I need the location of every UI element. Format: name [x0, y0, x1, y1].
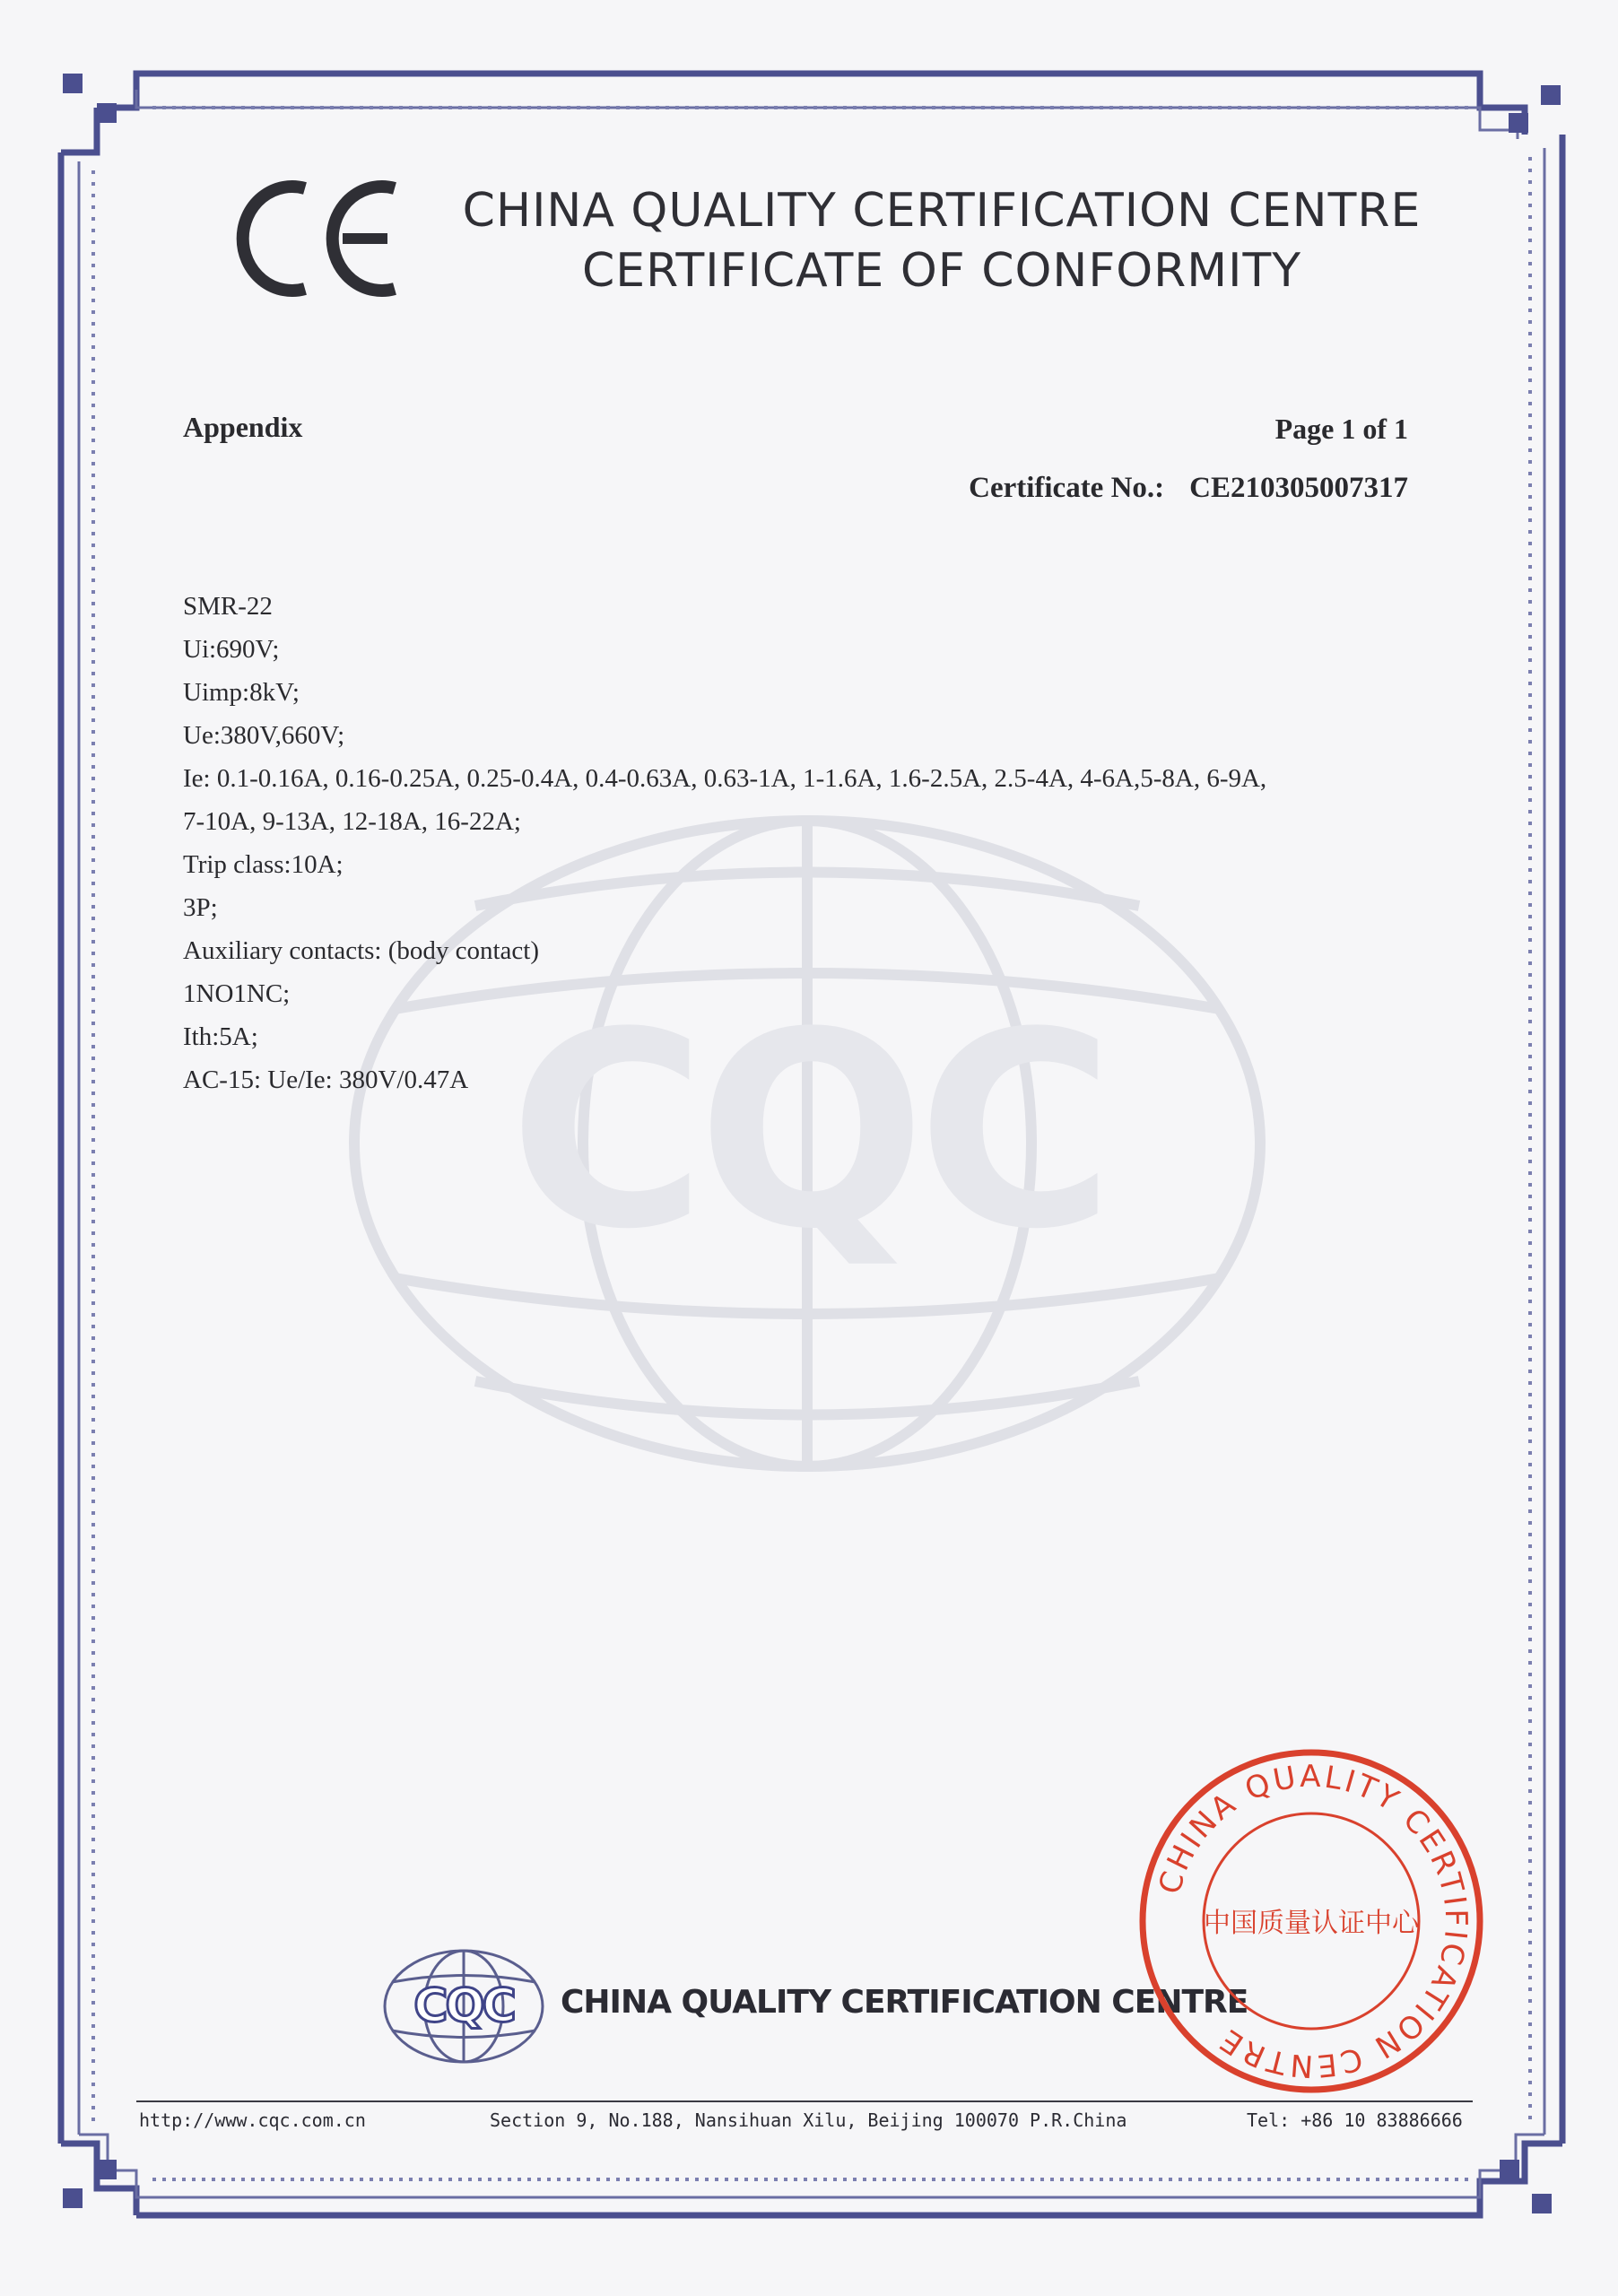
official-seal-stamp — [1132, 1742, 1491, 2100]
spec-line: Trip class:10A; — [183, 850, 344, 879]
appendix-label: Appendix — [183, 411, 303, 443]
spec-line: 1NO1NC; — [183, 979, 291, 1008]
certificate-number-row — [969, 472, 1408, 505]
spec-line: Ie: 0.1-0.16A, 0.16-0.25A, 0.25-0.4A, 0.4-0.63A, 0.63-1A, 1-1.6A, 1.6-2.5A, 2.5-4A, 4-6A,5-8A, 6-9A, — [183, 764, 1267, 793]
watermark-text: CQC — [509, 975, 1106, 1288]
footer-organization-name: CHINA QUALITY CERTIFICATION CENTRE — [561, 1984, 1248, 2021]
seal-inner-text: 中国质量认证中心 — [1204, 1908, 1419, 1939]
specification-list — [183, 585, 1439, 1101]
cqc-logo-icon — [381, 1946, 547, 2067]
certificate-number-value: CE210305007317 — [1189, 472, 1408, 504]
footer-address: Section 9, No.188, Nansihuan Xilu, Beijing 100070 P.R.China — [490, 2109, 1127, 2131]
seal-outer-text: CHINA QUALITY CERTIFICATION CENTRE — [1152, 1758, 1474, 2084]
header-document-title: CERTIFICATE OF CONFORMITY — [581, 244, 1302, 298]
footer-logo-text: CQC — [413, 1979, 514, 2033]
spec-line: Ith:5A; — [183, 1022, 258, 1051]
footer-divider — [136, 2100, 1473, 2102]
footer-website-link[interactable]: http://www.cqc.com.cn — [139, 2109, 366, 2131]
spec-line: Auxiliary contacts: (body contact) — [183, 936, 540, 965]
certificate-number-label: Certificate No.: — [969, 472, 1165, 504]
spec-line: SMR-22 — [183, 592, 273, 621]
ce-logo-icon — [233, 161, 413, 305]
spec-line: AC-15: Ue/Ie: 380V/0.47A — [183, 1065, 469, 1094]
spec-line: 7-10A, 9-13A, 12-18A, 16-22A; — [183, 807, 521, 836]
spec-line: Ui:690V; — [183, 635, 280, 664]
header-organization: CHINA QUALITY CERTIFICATION CENTRE — [462, 184, 1422, 238]
page-indicator: Page 1 of 1 — [1274, 413, 1408, 445]
spec-line: 3P; — [183, 893, 218, 922]
spec-line: Uimp:8kV; — [183, 678, 300, 707]
footer-telephone: Tel: +86 10 83886666 — [1247, 2109, 1463, 2131]
spec-line: Ue:380V,660V; — [183, 721, 345, 750]
